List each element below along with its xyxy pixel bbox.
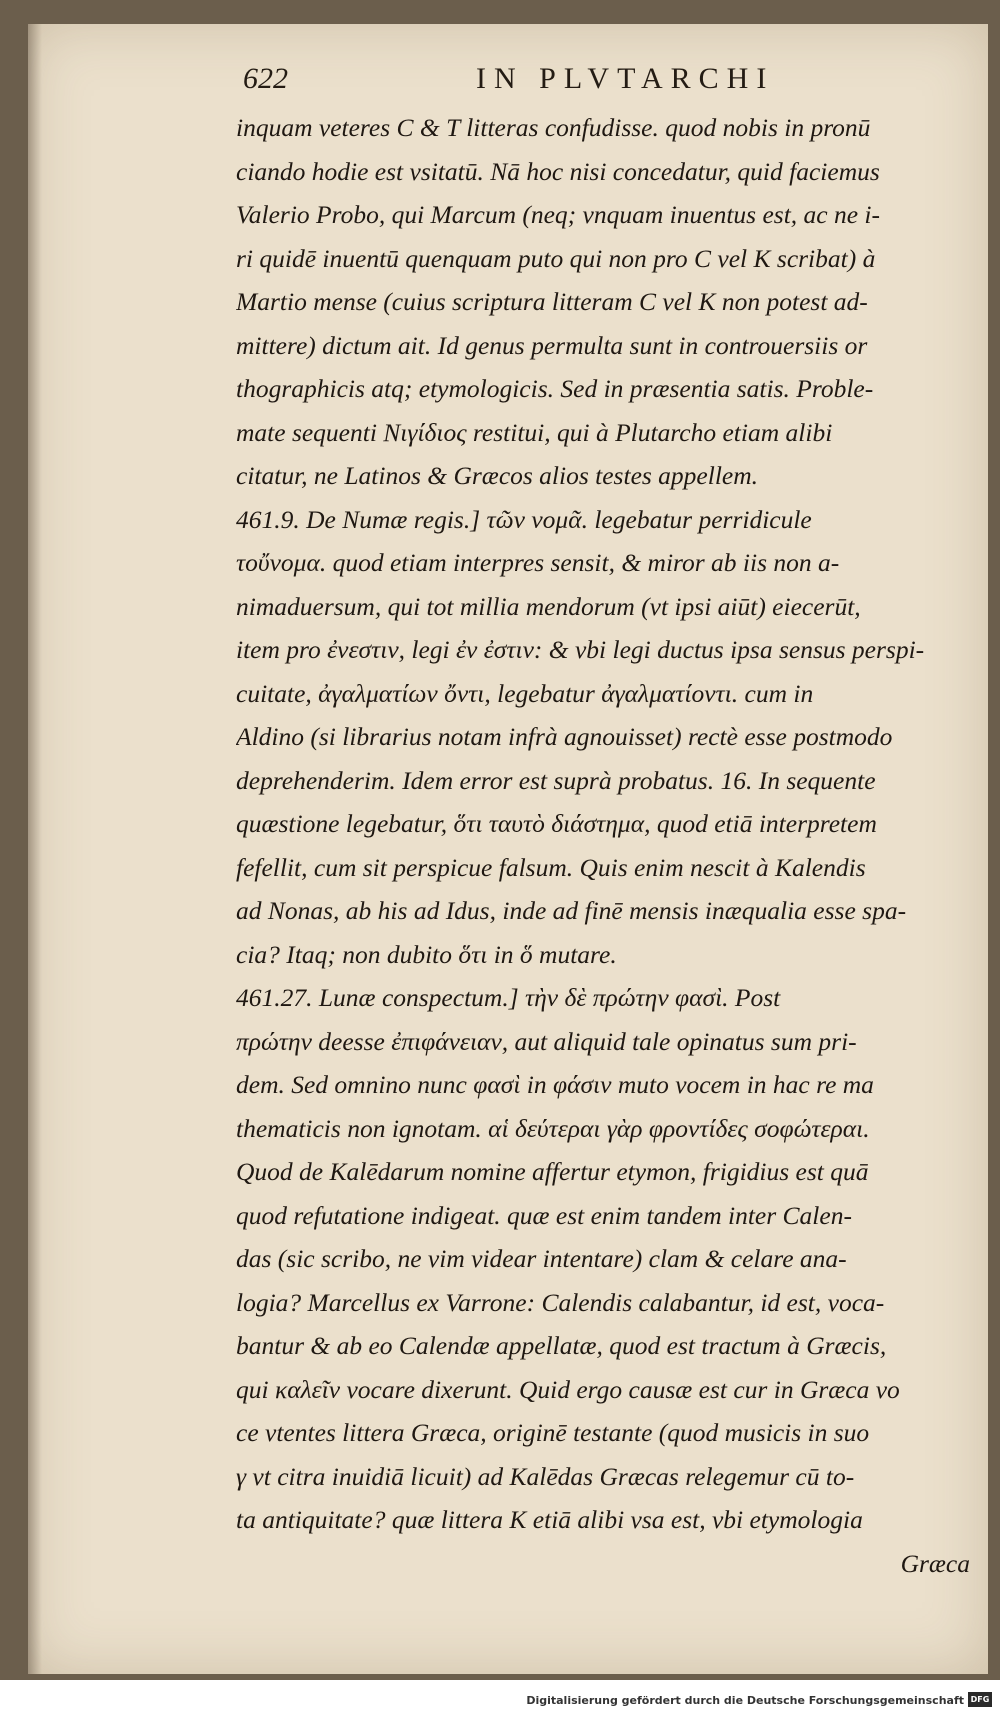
text-line: mittere) dictum ait. Id genus permulta sunt in controuersiis or bbox=[236, 330, 868, 360]
catchword: Græca bbox=[900, 1548, 970, 1578]
page-number: 622 bbox=[243, 62, 288, 95]
text-line: qui καλεῖν vocare dixerunt. Quid ergo causæ est cur in Græca vo bbox=[236, 1374, 900, 1404]
text-line: τοὔνομα. quod etiam interpres sensit, & miror ab iis non a- bbox=[236, 548, 840, 577]
text-line: mate sequenti Νιγίδιος restitui, qui à Plutarcho etiam alibi bbox=[236, 417, 833, 447]
text-line: thographicis atq; etymologicis. Sed in præsentia satis. Proble- bbox=[236, 374, 874, 403]
text-line: 461.27. Lunæ conspectum.] τὴν δὲ πρώτην φασὶ. Post bbox=[236, 983, 781, 1012]
text-line: dem. Sed omnino nunc φασὶ in φάσιν muto vocem in hac re ma bbox=[236, 1070, 874, 1099]
text-line: ri quidē inuentū quenquam puto qui non pro C vel K scribat) à bbox=[236, 243, 876, 273]
text-line: item pro ἐνεστιν, legi ἐν ἐστιν: & vbi legi ductus ipsa sensus perspi- bbox=[236, 635, 925, 664]
text-line: quæstione legebatur, ὅτι ταυτὸ διάστημα, quod etiā interpretem bbox=[236, 809, 877, 838]
text-line: fefellit, cum sit perspicue falsum. Quis enim nescit à Kalendis bbox=[236, 852, 866, 882]
text-line: ciando hodie est vsitatū. Nā hoc nisi concedatur, quid faciemus bbox=[236, 156, 880, 186]
text-line: cuitate, ἀγαλματίων ὄντι, legebatur ἀγαλματίοντι. cum in bbox=[236, 678, 814, 708]
text-line: 461.9. De Numæ regis.] τῶν νομᾶ. legebatur perridicule bbox=[236, 504, 812, 534]
running-head: IN PLVTARCHI bbox=[476, 62, 775, 95]
footer-credit: Digitalisierung gefördert durch die Deutsche Forschungsgemeinschaft bbox=[526, 1694, 964, 1707]
page-header bbox=[243, 58, 943, 98]
text-line: Aldino (si librarius notam infrà agnouisset) rectè esse postmodo bbox=[236, 722, 893, 751]
text-line: quod refutatione indigeat. quæ est enim tandem inter Calen- bbox=[236, 1200, 852, 1230]
text-line: Martio mense (cuius scriptura litteram C vel K non potest ad- bbox=[236, 287, 868, 316]
text-line: bantur & ab eo Calendæ appellatæ, quod est tractum à Græcis, bbox=[236, 1331, 887, 1360]
footer-bar bbox=[0, 1688, 1000, 1717]
text-line: das (sic scribo, ne vim videar intentare) clam & celare ana- bbox=[236, 1244, 847, 1273]
text-line: ad Nonas, ab his ad Idus, inde ad finē mensis inæqualia esse spa- bbox=[236, 896, 907, 925]
text-line: Quod de Kalēdarum nomine affertur etymon, frigidius est quā bbox=[236, 1157, 869, 1186]
text-line: nimaduersum, qui tot millia mendorum (vt ipsi aiūt) eiecerūt, bbox=[236, 591, 861, 621]
text-line: ta antiquitate? quæ littera K etiā alibi vsa est, vbi etymologia bbox=[236, 1505, 863, 1534]
page-gutter-shadow bbox=[28, 24, 42, 1674]
text-line: ce vtentes littera Græca, originē testante (quod musicis in suo bbox=[236, 1418, 870, 1447]
dfg-logo: DFG bbox=[968, 1692, 992, 1707]
body-text bbox=[236, 106, 972, 1585]
text-line: citatur, ne Latinos & Græcos alios testes appellem. bbox=[236, 461, 759, 490]
text-line: πρώτην deesse ἐπιφάνειαν, aut aliquid tale opinatus sum pri- bbox=[236, 1026, 857, 1056]
text-line: deprehenderim. Idem error est suprà probatus. 16. In sequente bbox=[236, 765, 876, 795]
text-line: Valerio Probo, qui Marcum (neq; vnquam inuentus est, ac ne i- bbox=[236, 200, 880, 229]
text-line: γ vt citra inuidiā licuit) ad Kalēdas Græcas relegemur cū to- bbox=[236, 1461, 855, 1491]
text-line: logia? Marcellus ex Varrone: Calendis calabantur, id est, voca- bbox=[236, 1287, 885, 1317]
text-line: thematicis non ignotam. αἱ δεύτεραι γὰρ φροντίδες σοφώτεραι. bbox=[236, 1113, 870, 1143]
text-line: inquam veteres C & T litteras confudisse. quod nobis in pronū bbox=[236, 113, 871, 142]
text-line: cia? Itaq; non dubito ὅτι in ὅ mutare. bbox=[236, 939, 617, 969]
